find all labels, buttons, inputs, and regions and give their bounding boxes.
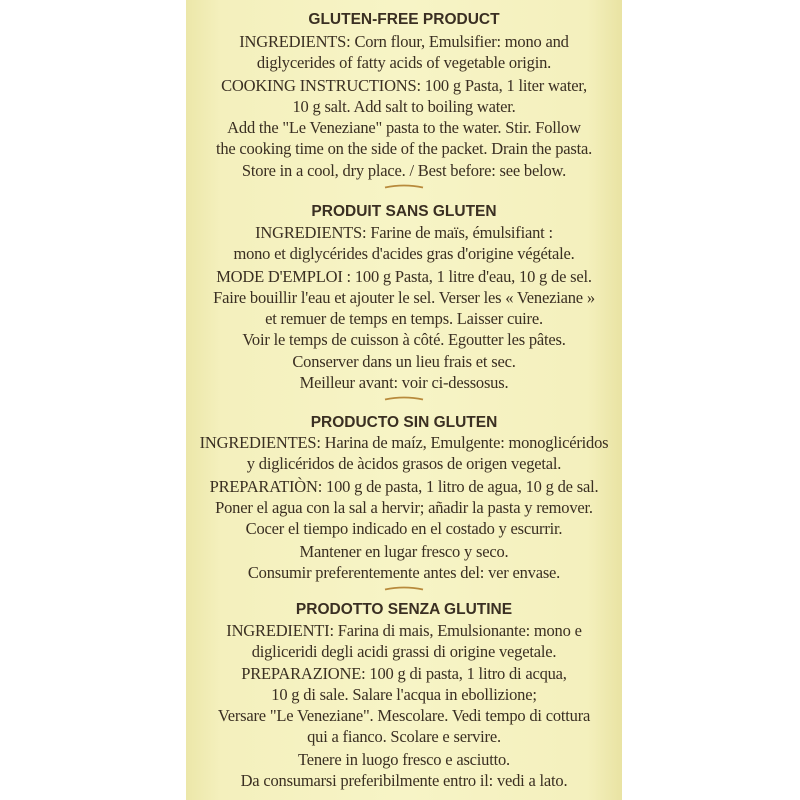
text-line: Poner el agua con la sal a hervir; añadir la pasta y remover.	[215, 498, 593, 517]
ingredients-english	[186, 31, 622, 73]
section-spanish	[186, 412, 622, 433]
ingredients-italian	[186, 620, 622, 662]
package-label	[186, 0, 622, 800]
section-heading: PRODOTTO SENZA GLUTINE	[295, 601, 513, 618]
text-line: y diglicéridos de àcidos grasos de origen vegetal.	[246, 454, 562, 473]
storage-french	[186, 351, 622, 393]
ingredients-french	[186, 222, 622, 264]
text-line: Tenere in luogo fresco e asciutto.	[298, 750, 510, 769]
text-line: Store in a cool, dry place. / Best before: see below.	[241, 161, 567, 180]
text-line: Voir le temps de cuisson à côté. Egoutter les pâtes.	[242, 330, 566, 349]
text-line: PREPARAZIONE: 100 g di pasta, 1 litro di acqua,	[241, 664, 567, 683]
text-line: qui a fianco. Scolare e servire.	[307, 727, 501, 746]
storage-italian	[186, 749, 622, 791]
text-line: INGREDIENTI: Farina di mais, Emulsionante: mono e	[226, 621, 582, 640]
section-heading: PRODUIT SANS GLUTEN	[311, 203, 497, 220]
instructions-english	[186, 75, 622, 159]
text-line: INGREDIENTES: Harina de maíz, Emulgente: monoglicéridos	[199, 433, 609, 452]
text-line: Versare "Le Veneziane". Mescolare. Vedi tempo di cottura	[217, 706, 591, 725]
text-line: Cocer el tiempo indicado en el costado y escurrir.	[245, 519, 563, 538]
storage-english	[186, 160, 622, 181]
text-line: Meilleur avant: voir ci-dessosus.	[299, 373, 509, 392]
section-french	[186, 201, 622, 222]
text-line: 10 g salt. Add salt to boiling water.	[292, 97, 516, 116]
text-line: the cooking time on the side of the packet. Drain the pasta.	[215, 139, 593, 158]
text-line: Faire bouillir l'eau et ajouter le sel. Verser les « Veneziane »	[213, 288, 595, 307]
storage-spanish	[186, 541, 622, 583]
instructions-spanish	[186, 476, 622, 539]
gold-swoosh-icon	[384, 184, 424, 189]
text-line: MODE D'EMPLOI : 100 g Pasta, 1 litre d'eau, 10 g de sel.	[216, 267, 592, 286]
gold-swoosh-icon	[384, 586, 424, 591]
text-line: Da consumarsi preferibilmente entro il: vedi a lato.	[240, 771, 568, 790]
text-line: INGREDIENTS: Corn flour, Emulsifier: mono and	[239, 32, 569, 51]
section-heading: GLUTEN-FREE PRODUCT	[308, 11, 500, 28]
text-line: COOKING INSTRUCTIONS: 100 g Pasta, 1 liter water,	[221, 76, 587, 95]
gold-swoosh-icon	[384, 396, 424, 401]
text-line: digliceridi degli acidi grassi di origine vegetale.	[251, 642, 557, 661]
instructions-french	[186, 266, 622, 350]
text-line: PREPARATIÒN: 100 g de pasta, 1 litro de agua, 10 g de sal.	[209, 477, 599, 496]
section-english	[186, 9, 622, 30]
text-line: mono et diglycérides d'acides gras d'origine végétale.	[233, 244, 575, 263]
text-line: Conserver dans un lieu frais et sec.	[292, 352, 516, 371]
text-line: Consumir preferentemente antes del: ver envase.	[247, 563, 561, 582]
text-line: diglycerides of fatty acids of vegetable origin.	[256, 53, 552, 72]
text-line: 10 g di sale. Salare l'acqua in ebollizione;	[271, 685, 537, 704]
section-italian	[186, 599, 622, 620]
text-line: INGREDIENTS: Farine de maïs, émulsifiant :	[255, 223, 553, 242]
section-heading: PRODUCTO SIN GLUTEN	[310, 414, 498, 431]
instructions-italian	[186, 663, 622, 747]
text-line: Mantener en lugar fresco y seco.	[299, 542, 509, 561]
text-line: et remuer de temps en temps. Laisser cuire.	[265, 309, 543, 328]
text-line: Add the "Le Veneziane" pasta to the water. Stir. Follow	[227, 118, 581, 137]
ingredients-spanish	[186, 432, 622, 474]
